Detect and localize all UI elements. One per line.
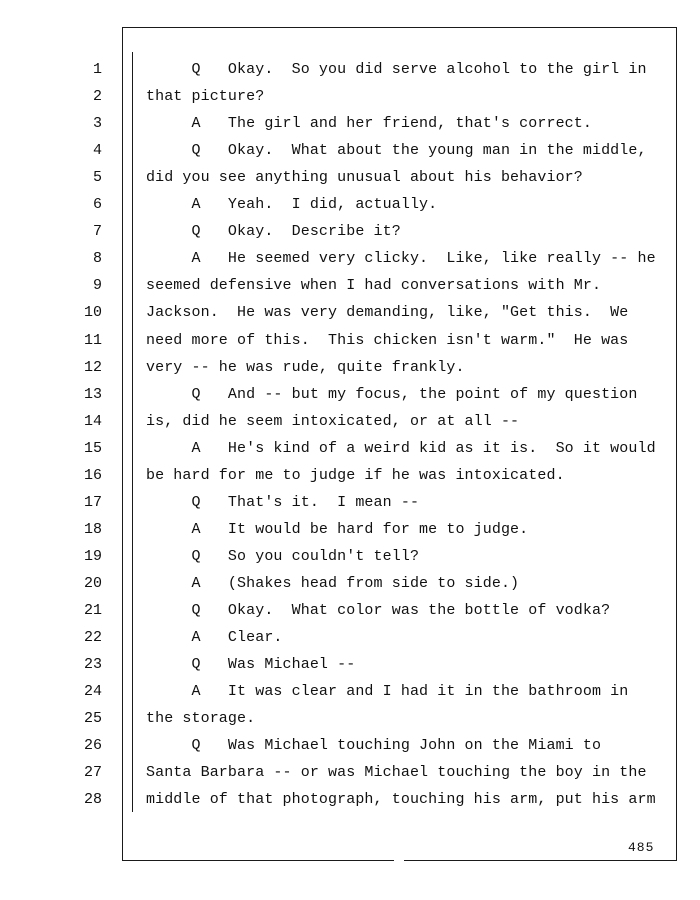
line-text: the storage. <box>146 710 256 728</box>
line-number: 26 <box>83 737 102 755</box>
transcript-line <box>0 249 700 276</box>
line-number: 17 <box>83 493 102 511</box>
transcript-line <box>0 790 700 817</box>
line-number: 7 <box>92 223 102 241</box>
line-number: 12 <box>83 358 102 376</box>
line-number: 2 <box>92 88 102 106</box>
line-number: 9 <box>92 277 102 295</box>
transcript-line <box>0 682 700 709</box>
line-text: Q Was Michael -- <box>146 656 356 674</box>
line-number: 16 <box>83 466 102 484</box>
line-text: Q Okay. Describe it? <box>146 223 401 241</box>
line-text: A It would be hard for me to judge. <box>146 520 529 538</box>
line-text: Q So you couldn't tell? <box>146 547 420 565</box>
line-text: A The girl and her friend, that's correct. <box>146 115 592 133</box>
line-text: is, did he seem intoxicated, or at all -- <box>146 412 520 430</box>
transcript-line <box>0 412 700 439</box>
transcript-line <box>0 60 700 87</box>
transcript-line <box>0 331 700 358</box>
line-text: A Clear. <box>146 629 283 647</box>
transcript-line <box>0 520 700 547</box>
line-text: Q Okay. What about the young man in the middle, <box>146 142 647 160</box>
transcript-line <box>0 276 700 303</box>
line-text: Q Okay. What color was the bottle of vodka? <box>146 602 611 619</box>
line-text: A He seemed very clicky. Like, like really -- he <box>146 250 656 268</box>
line-text: that picture? <box>146 88 265 106</box>
transcript-line <box>0 87 700 114</box>
line-number: 19 <box>83 547 102 565</box>
line-text: A He's kind of a weird kid as it is. So it would <box>146 439 656 457</box>
transcript-line <box>0 439 700 466</box>
transcript-line <box>0 493 700 520</box>
line-text: Q That's it. I mean -- <box>146 493 420 511</box>
transcript-line <box>0 547 700 574</box>
line-number: 18 <box>83 520 102 538</box>
line-text: seemed defensive when I had conversations with Mr. <box>146 277 602 295</box>
line-text: middle of that photograph, touching his arm, put his arm <box>146 791 656 809</box>
line-number: 11 <box>83 331 102 349</box>
page-top-border <box>122 27 676 28</box>
transcript-line <box>0 222 700 249</box>
line-number: 8 <box>92 250 102 268</box>
line-number: 10 <box>83 304 102 322</box>
page-bottom-border-left <box>122 860 394 861</box>
transcript-line <box>0 168 700 195</box>
page-number: 485 <box>628 840 655 855</box>
transcript-line <box>0 195 700 222</box>
transcript-line <box>0 628 700 655</box>
transcript-line <box>0 655 700 682</box>
line-text: did you see anything unusual about his behavior? <box>146 169 583 187</box>
line-number: 25 <box>83 710 102 728</box>
transcript-line <box>0 574 700 601</box>
line-number: 14 <box>83 412 102 430</box>
transcript-line <box>0 385 700 412</box>
line-text: Jackson. He was very demanding, like, "Get this. We <box>146 304 629 322</box>
line-number: 5 <box>92 169 102 187</box>
line-number: 21 <box>83 602 102 619</box>
transcript-line <box>0 303 700 330</box>
transcript-line <box>0 763 700 790</box>
transcript-line <box>0 709 700 736</box>
line-number: 6 <box>92 196 102 214</box>
line-number: 24 <box>83 683 102 701</box>
line-text: A Yeah. I did, actually. <box>146 196 438 214</box>
line-number: 3 <box>92 115 102 133</box>
line-text: be hard for me to judge if he was intoxicated. <box>146 466 565 484</box>
line-number: 4 <box>92 142 102 160</box>
transcript-line <box>0 114 700 141</box>
line-number: 20 <box>83 574 102 592</box>
line-number: 23 <box>83 656 102 674</box>
transcript-line <box>0 141 700 168</box>
transcript-line <box>0 358 700 385</box>
line-number: 13 <box>83 385 102 403</box>
line-text: Q And -- but my focus, the point of my question <box>146 385 638 403</box>
line-text: Santa Barbara -- or was Michael touching the boy in the <box>146 764 647 782</box>
page-bottom-border-right <box>404 860 677 861</box>
line-number: 28 <box>83 791 102 809</box>
transcript-line <box>0 466 700 493</box>
line-number: 22 <box>83 629 102 647</box>
line-number: 27 <box>83 764 102 782</box>
line-number: 15 <box>83 439 102 457</box>
line-text: very -- he was rude, quite frankly. <box>146 358 465 376</box>
line-text: Q Was Michael touching John on the Miami to <box>146 737 602 755</box>
line-text: Q Okay. So you did serve alcohol to the girl in <box>146 61 647 78</box>
line-text: A (Shakes head from side to side.) <box>146 574 520 592</box>
transcript-line <box>0 601 700 628</box>
line-text: need more of this. This chicken isn't warm." He was <box>146 331 629 349</box>
transcript-line <box>0 736 700 763</box>
line-number: 1 <box>92 61 102 78</box>
line-text: A It was clear and I had it in the bathroom in <box>146 683 629 701</box>
